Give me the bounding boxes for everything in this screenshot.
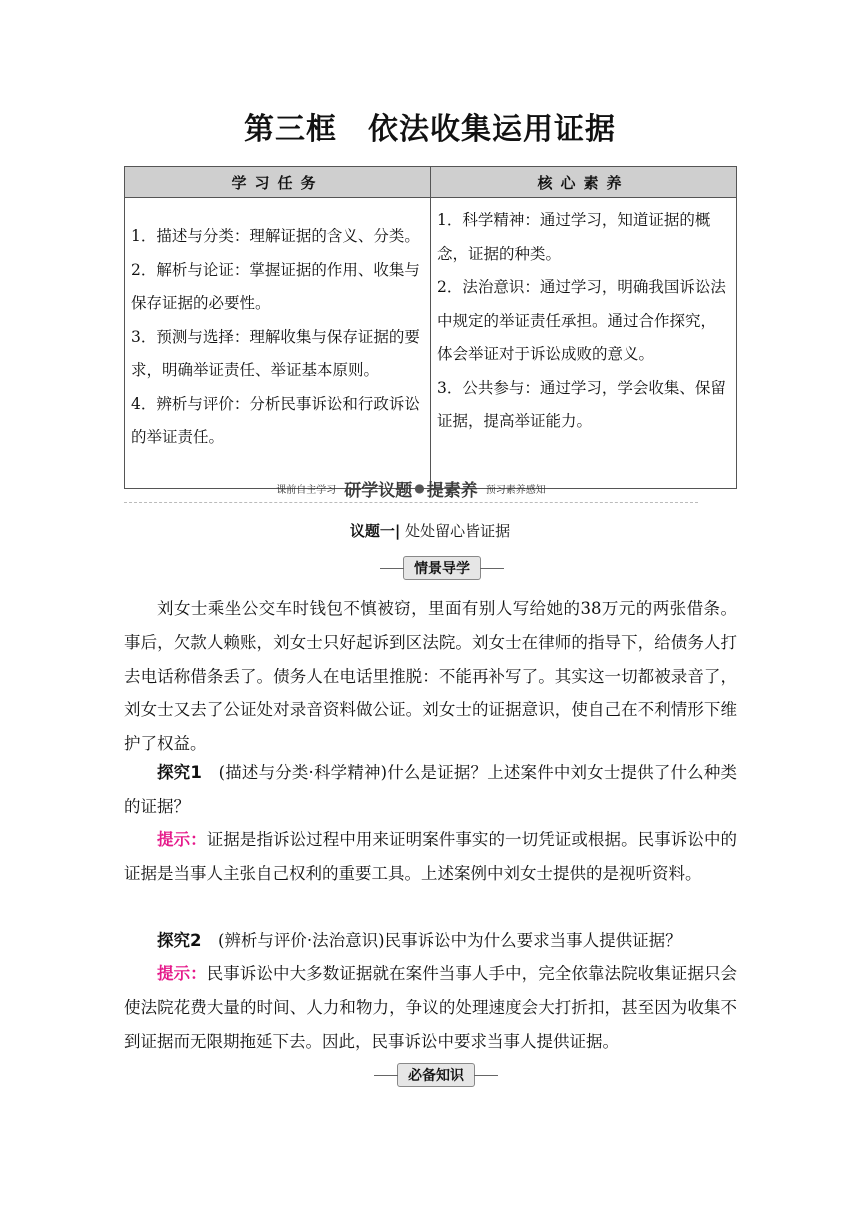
core-literacy-cell	[431, 198, 737, 489]
section-banner	[124, 474, 698, 503]
core-literacy-item: 2．法治意识：通过学习，明确我国诉讼法中规定的举证责任承担。通过合作探究，体会举证对于诉讼成败的意义。	[437, 278, 726, 363]
question-2	[124, 924, 737, 958]
question-2-text: (辨析与评价·法治意识)民事诉讼中为什么要求当事人提供证据？	[217, 931, 682, 950]
banner-separator-icon: ●	[414, 481, 425, 495]
table-header-learning-tasks: 学习任务	[125, 167, 431, 198]
answer-2-label: 提示：	[157, 964, 207, 983]
table-header-core-literacy: 核心素养	[431, 167, 737, 198]
story-paragraph: 刘女士乘坐公交车时钱包不慎被窃，里面有别人写给她的38万元的两张借条。事后，欠款人赖账，刘女士只好起诉到区法院。刘女士在律师的指导下，给债务人打去电话称借条丢了。债务人在电话里推脱：不能再补写了。其实这一切都被录音了，刘女士又去了公证处对录音资料做公证。刘女士的证据意识，使自己在不利情形下维护了权益。	[124, 599, 737, 754]
banner-left-text: 课前自主学习	[276, 484, 337, 496]
section-tag-intro: 情景导学	[403, 556, 481, 580]
question-1-text: (描述与分类·科学精神)什么是证据？上述案件中刘女士提供了什么种类的证据？	[124, 763, 737, 816]
topic-heading	[0, 520, 860, 541]
topic-number: 议题一|	[349, 522, 401, 540]
learning-task-item: 4．辨析与评价：分析民事诉讼和行政诉讼的举证责任。	[131, 394, 420, 446]
learning-task-item: 2．解析与论证：掌握证据的作用、收集与保存证据的必要性。	[131, 260, 420, 312]
answer-2-text: 民事诉讼中大多数证据就在案件当事人手中，完全依靠法院收集证据只会使法院花费大量的时间、人力和物力，争议的处理速度会大打折扣，甚至因为收集不到证据而无限期拖延下去。因此，民事诉讼中要求当事人提供证据。	[124, 964, 738, 1051]
answer-1	[124, 823, 737, 891]
topic-title: 处处留心皆证据	[405, 522, 511, 540]
core-literacy-item: 3．公共参与：通过学习，学会收集、保留证据，提高举证能力。	[437, 378, 726, 430]
question-1-label: 探究1	[157, 763, 202, 782]
learning-tasks-cell	[125, 198, 431, 489]
learning-task-item: 1．描述与分类：理解证据的含义、分类。	[131, 227, 420, 245]
question-1	[124, 756, 737, 824]
answer-1-label: 提示：	[157, 830, 207, 849]
learning-objectives-table	[124, 166, 737, 489]
page-title: 第三框 依法收集运用证据	[244, 112, 616, 147]
question-2-label: 探究2	[157, 931, 202, 950]
banner-right-text: 预习素养感知	[485, 484, 546, 496]
core-literacy-item: 1．科学精神：通过学习，知道证据的概念，证据的种类。	[437, 211, 711, 263]
section-tag-knowledge: 必备知识	[397, 1063, 475, 1087]
learning-task-item: 3．预测与选择：理解收集与保存证据的要求，明确举证责任、举证基本原则。	[131, 327, 420, 379]
answer-2	[124, 957, 737, 1058]
banner-main-text-a: 研学议题	[344, 480, 413, 501]
answer-1-text: 证据是指诉讼过程中用来证明案件事实的一切凭证或根据。民事诉讼中的证据是当事人主张自己权利的重要工具。上述案例中刘女士提供的是视听资料。	[124, 830, 738, 883]
banner-main-text-b: 提素养	[426, 480, 478, 501]
